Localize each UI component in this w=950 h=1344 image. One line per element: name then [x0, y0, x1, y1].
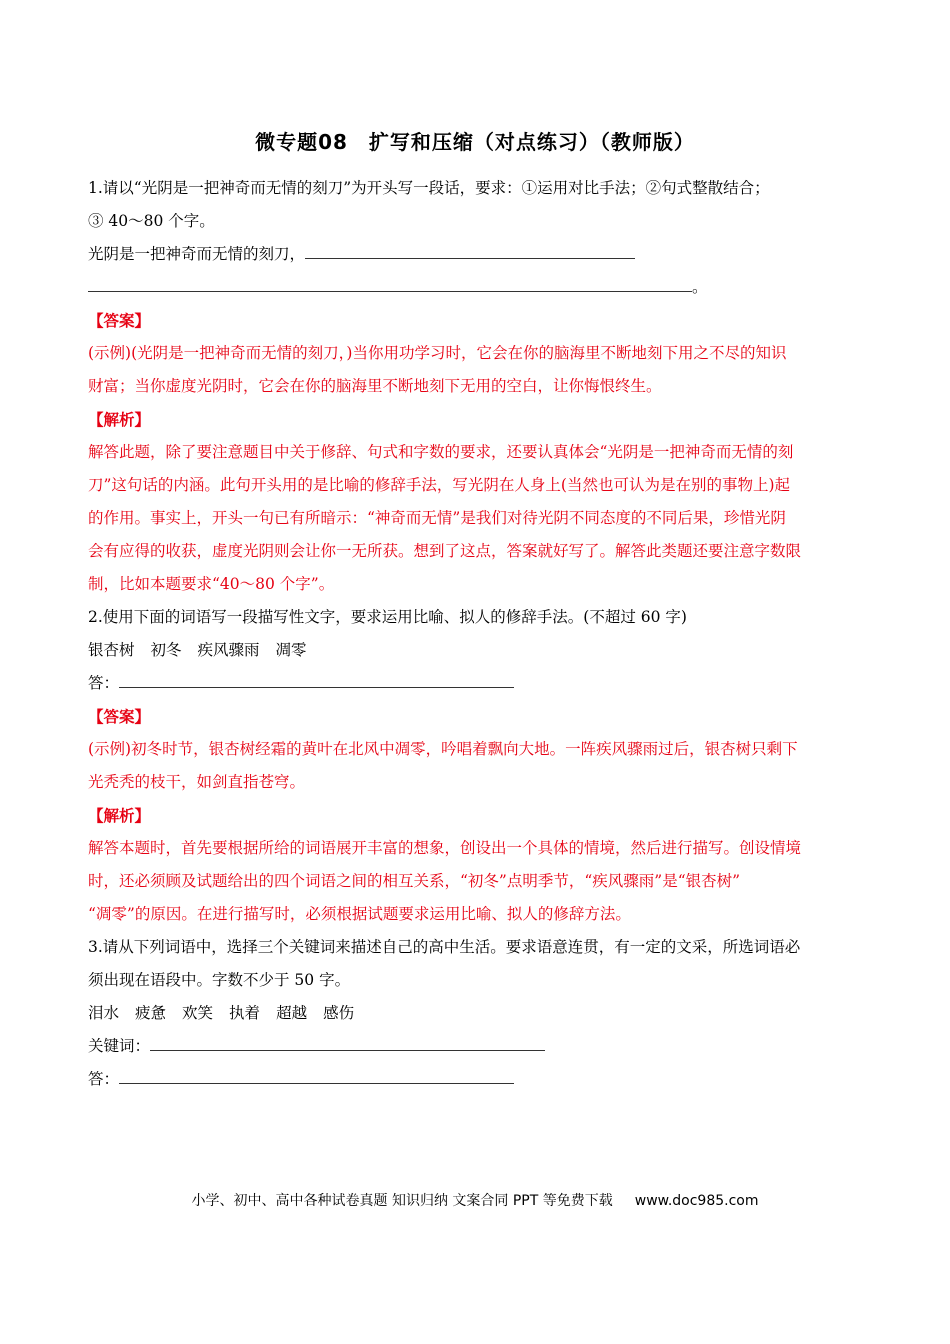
q1-blank-line	[88, 271, 864, 304]
q3-keyword-prompt: 关键词：	[88, 1037, 151, 1055]
q2-answer-line	[88, 667, 864, 700]
q3-word: 疲惫	[135, 1004, 167, 1022]
q2-answer-label: 【答案】	[88, 707, 151, 726]
footer-site-link[interactable]: www.doc985.com	[634, 1193, 759, 1209]
q1-analysis-line-5: 制，比如本题要求“40～80 个字”。	[88, 575, 335, 593]
footer-text: 小学、初中、高中各种试卷真题 知识归纳 文案合同 PPT 等免费下载	[191, 1193, 613, 1209]
q2-answer-line-2: 光秃秃的枝干，如剑直指苍穹。	[88, 773, 306, 791]
q2-word: 初冬	[150, 641, 182, 659]
q2-analysis-line-1: 解答本题时，首先要根据所给的词语展开丰富的想象，创设出一个具体的情境，然后进行描写。创设情境	[88, 839, 802, 857]
q1-analysis-label: 【解析】	[88, 410, 151, 429]
q2-word: 凋零	[275, 641, 307, 659]
q2-analysis-line-2: 时，还必须顾及试题给出的四个词语之间的相互关系，“初冬”点明季节，“疾风骤雨”是“银杏树”	[88, 872, 741, 890]
q1-answer-blank-2[interactable]	[88, 273, 692, 292]
q1-prompt-line	[88, 238, 864, 271]
q3-keyword-blank[interactable]	[150, 1032, 545, 1051]
q2-analysis-line-3: “凋零”的原因。在进行描写时，必须根据试题要求运用比喻、拟人的修辞方法。	[88, 905, 631, 923]
q1-analysis-line-1: 解答此题，除了要注意题目中关于修辞、句式和字数的要求，还要认真体会“光阴是一把神奇而无情的刻	[88, 443, 794, 461]
q2-question: 2.使用下面的词语写一段描写性文字，要求运用比喻、拟人的修辞手法。(不超过 60 字)	[88, 608, 687, 626]
q3-word-list	[88, 997, 864, 1030]
q3-word: 感伤	[323, 1004, 355, 1022]
q1-analysis-line-4: 会有应得的收获，虚度光阴则会让你一无所获。想到了这点，答案就好写了。解答此类题还要注意字数限	[88, 542, 802, 560]
q2-answer-prompt: 答：	[88, 674, 120, 692]
q1-answer-line-1: (示例)(光阴是一把神奇而无情的刻刀，)当你用功学习时，它会在你的脑海里不断地刻下用之不尽的知识	[88, 344, 787, 362]
q2-word: 银杏树	[88, 641, 135, 659]
q3-word: 执着	[229, 1004, 261, 1022]
q3-word: 欢笑	[182, 1004, 214, 1022]
q1-analysis-line-2: 刀”这句话的内涵。此句开头用的是比喻的修辞手法，写光阴在人身上(当然也可认为是在别的事物上)起	[88, 476, 791, 494]
q3-keyword-line	[88, 1030, 864, 1063]
q1-answer-blank-1[interactable]	[305, 240, 635, 259]
q2-analysis-label: 【解析】	[88, 806, 151, 825]
q1-answer-label: 【答案】	[88, 311, 151, 330]
q3-word: 泪水	[88, 1004, 120, 1022]
page-title: 微专题08 扩写和压缩（对点练习）（教师版）	[255, 130, 695, 154]
q3-answer-blank[interactable]	[119, 1065, 514, 1084]
q1-answer-line-2: 财富；当你虚度光阴时，它会在你的脑海里不断地刻下无用的空白，让你悔恨终生。	[88, 377, 662, 395]
q3-answer-prompt: 答：	[88, 1070, 120, 1088]
q1-analysis-line-3: 的作用。事实上，开头一句已有所暗示：“神奇而无情”是我们对待光阴不同态度的不同后果，珍惜光阴	[88, 509, 786, 527]
q2-answer-line-1: (示例)初冬时节，银杏树经霜的黄叶在北风中凋零，吟唱着飘向大地。一阵疾风骤雨过后，银杏树只剩下	[88, 740, 798, 758]
q2-word-list	[88, 634, 864, 667]
q3-question-line-1: 3.请从下列词语中，选择三个关键词来描述自己的高中生活。要求语意连贯，有一定的文采，所选词语必	[88, 938, 801, 956]
page-footer	[0, 1190, 950, 1210]
q3-question-line-2: 须出现在语段中。字数不少于 50 字。	[88, 971, 351, 989]
q1-prompt: 光阴是一把神奇而无情的刻刀，	[88, 245, 306, 263]
q1-end-mark: 。	[692, 278, 708, 296]
q1-question-line-2: ③ 40～80 个字。	[88, 212, 215, 230]
q2-answer-blank[interactable]	[119, 669, 514, 688]
q3-answer-line	[88, 1063, 864, 1096]
content-body	[88, 172, 864, 1096]
q3-word: 超越	[276, 1004, 308, 1022]
q2-word: 疾风骤雨	[197, 641, 260, 659]
q1-question-line-1: 1.请以“光阴是一把神奇而无情的刻刀”为开头写一段话，要求：①运用对比手法；②句式整散结合；	[88, 179, 770, 197]
